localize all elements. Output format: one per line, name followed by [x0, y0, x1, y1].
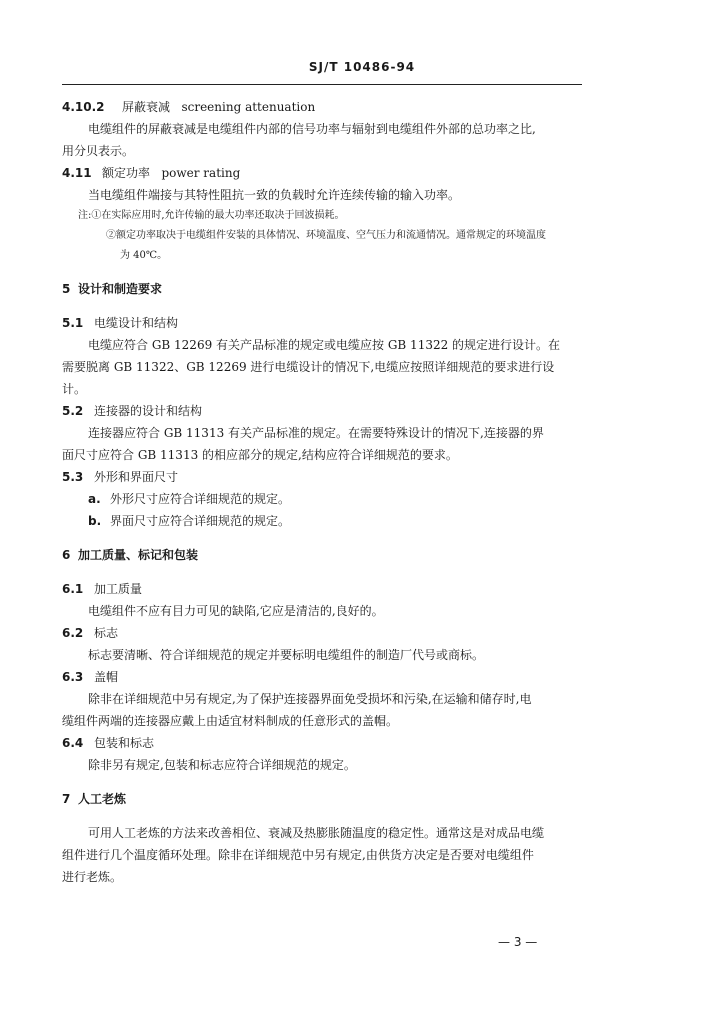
heading-7: [62, 788, 582, 810]
section-title-cn: 额定功率: [102, 166, 151, 180]
heading-5-3: [62, 466, 582, 488]
page-number: — 3 —: [498, 935, 538, 949]
list-text: 界面尺寸应符合详细规范的规定。: [110, 514, 291, 528]
heading-4-11: [62, 162, 582, 184]
section-title: 包装和标志: [94, 736, 155, 750]
section-number: 6.1: [62, 582, 84, 596]
paragraph-line: 缆组件两端的连接器应戴上由适宜材料制成的任意形式的盖帽。: [62, 714, 399, 728]
section-number: 4.11: [62, 166, 92, 180]
list-marker: a.: [88, 492, 101, 506]
section-number: 4.10.2: [62, 100, 105, 114]
paragraph-line: 除非另有规定,包装和标志应符合详细规范的规定。: [88, 758, 356, 772]
heading-5-1: [62, 312, 582, 334]
paragraph-line: 当电缆组件端接与其特性阻抗一致的负载时允许连续传输的输入功率。: [88, 188, 461, 202]
paragraph-line: 需要脱离 GB 11322、GB 12269 进行电缆设计的情况下,电缆应按照详细规范的要求进行设: [62, 360, 555, 374]
section-number: 6: [62, 548, 71, 562]
note-line: ②额定功率取决于电缆组件安装的具体情况、环境温度、空气压力和流通情况。通常规定的环境温度: [106, 230, 546, 241]
section-number: 5.3: [62, 470, 84, 484]
header-divider: [62, 84, 582, 85]
heading-6-1: [62, 578, 582, 600]
section-title: 加工质量: [94, 582, 143, 596]
paragraph-line: 连接器应符合 GB 11313 有关产品标准的规定。在需要特殊设计的情况下,连接器的界: [88, 426, 544, 440]
heading-4-10-2: [62, 96, 582, 118]
document-body: [62, 96, 582, 888]
section-title: 盖帽: [94, 670, 119, 684]
list-item-a: [62, 488, 582, 510]
section-title: 外形和界面尺寸: [94, 470, 179, 484]
section-number: 7: [62, 792, 71, 806]
paragraph-line: 电缆应符合 GB 12269 有关产品标准的规定或电缆应按 GB 11322 的规定进行设计。在: [88, 338, 561, 352]
section-title-en: power rating: [161, 166, 241, 180]
section-title: 电缆设计和结构: [94, 316, 179, 330]
paragraph-line: 进行老炼。: [62, 870, 123, 884]
section-title-cn: 屏蔽衰减: [122, 100, 171, 114]
heading-6-4: [62, 732, 582, 754]
list-text: 外形尺寸应符合详细规范的规定。: [110, 492, 291, 506]
section-number: 5.2: [62, 404, 84, 418]
section-title: 设计和制造要求: [78, 282, 163, 296]
paragraph-line: 用分贝表示。: [62, 144, 135, 158]
heading-5: [62, 278, 582, 300]
section-number: 5.1: [62, 316, 84, 330]
paragraph-line: 组件进行几个温度循环处理。除非在详细规范中另有规定,由供货方决定是否要对电缆组件: [62, 848, 534, 862]
heading-6: [62, 544, 582, 566]
section-number: 6.4: [62, 736, 84, 750]
heading-6-3: [62, 666, 582, 688]
note-line: 注:①在实际应用时,允许传输的最大功率还取决于回波损耗。: [78, 210, 345, 221]
paragraph-line: 计。: [62, 382, 87, 396]
section-title: 人工老炼: [78, 792, 127, 806]
list-item-b: [62, 510, 582, 532]
paragraph-line: 除非在详细规范中另有规定,为了保护连接器界面免受损坏和污染,在运输和储存时,电: [88, 692, 532, 706]
section-number: 6.2: [62, 626, 84, 640]
heading-5-2: [62, 400, 582, 422]
paragraph-line: 电缆组件不应有目力可见的缺陷,它应是清洁的,良好的。: [88, 604, 384, 618]
standard-number-header: SJ/T 10486-94: [308, 60, 416, 74]
paragraph-line: 标志要清晰、符合详细规范的规定并要标明电缆组件的制造厂代号或商标。: [88, 648, 485, 662]
list-marker: b.: [88, 514, 102, 528]
paragraph-line: 面尺寸应符合 GB 11313 的相应部分的规定,结构应符合详细规范的要求。: [62, 448, 458, 462]
section-title: 连接器的设计和结构: [94, 404, 203, 418]
section-title: 标志: [94, 626, 119, 640]
note-line: 为 40℃。: [120, 250, 168, 261]
paragraph-line: 可用人工老炼的方法来改善相位、衰减及热膨胀随温度的稳定性。通常这是对成品电缆: [88, 826, 545, 840]
section-title: 加工质量、标记和包装: [78, 548, 199, 562]
section-number: 5: [62, 282, 71, 296]
heading-6-2: [62, 622, 582, 644]
section-number: 6.3: [62, 670, 84, 684]
section-title-en: screening attenuation: [181, 100, 316, 114]
paragraph-line: 电缆组件的屏蔽衰减是电缆组件内部的信号功率与辐射到电缆组件外部的总功率之比,: [88, 122, 536, 136]
